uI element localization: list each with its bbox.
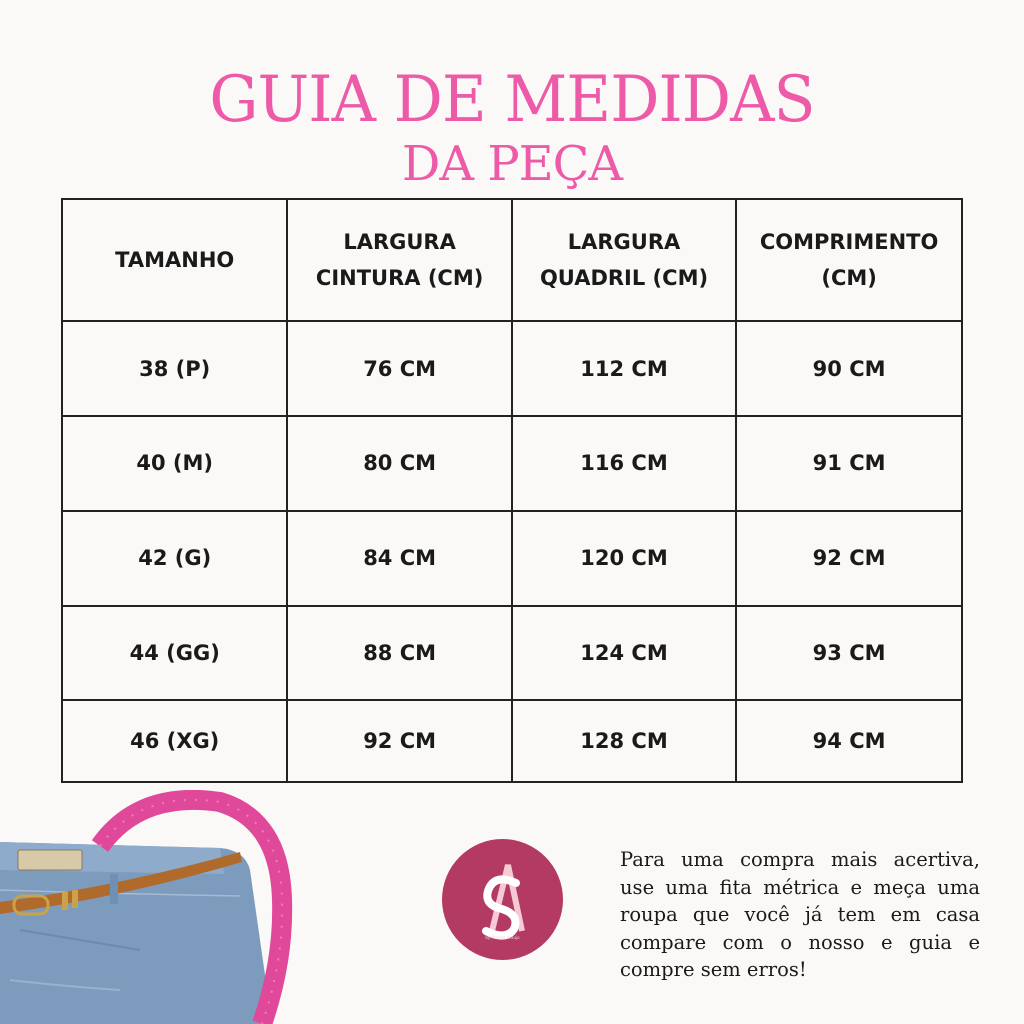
header-waist (287, 199, 511, 321)
cell-hip: 124 CM (512, 606, 736, 701)
header-size-label: TAMANHO (115, 248, 235, 273)
header-hip-line-1: LARGURA (567, 230, 681, 255)
cell-waist: 88 CM (287, 606, 511, 701)
tip-line: roupa que você já tem em casa (620, 903, 980, 926)
tip-line: compre sem erros! (620, 958, 807, 981)
cell-hip: 128 CM (512, 700, 736, 782)
size-guide-table (61, 198, 963, 783)
cell-size: 46 (XG) (62, 700, 287, 782)
title-line-1: GUIA DE MEDIDAS (209, 63, 815, 137)
tip-line: Para uma compra mais acertiva, (620, 848, 980, 871)
logo-monogram-icon (442, 839, 563, 960)
cell-hip: 116 CM (512, 416, 736, 511)
logo-caption: by Alanna Araujo (485, 935, 520, 940)
jeans-label (18, 850, 82, 870)
cell-hip: 112 CM (512, 321, 736, 416)
header-hip-line-2: QUADRIL (CM) (539, 266, 709, 291)
table-row (62, 700, 962, 782)
cell-length: 91 CM (736, 416, 962, 511)
cell-waist: 80 CM (287, 416, 511, 511)
cell-length: 93 CM (736, 606, 962, 701)
header-hip (512, 199, 736, 321)
table-row (62, 606, 962, 701)
cell-hip: 120 CM (512, 511, 736, 606)
cell-size: 40 (M) (62, 416, 287, 511)
page-title (0, 62, 1024, 190)
cell-size: 38 (P) (62, 321, 287, 416)
header-length-line-2: (CM) (821, 266, 877, 291)
header-size (62, 199, 287, 321)
cell-waist: 76 CM (287, 321, 511, 416)
header-length-line-1: COMPRIMENTO (759, 230, 939, 255)
table-row (62, 416, 962, 511)
title-line-2: DA PEÇA (401, 136, 623, 192)
table-row (62, 511, 962, 606)
cell-length: 92 CM (736, 511, 962, 606)
table-header-row (62, 199, 962, 321)
cell-waist: 92 CM (287, 700, 511, 782)
jeans-measuring-tape-illustration (0, 790, 300, 1024)
cell-waist: 84 CM (287, 511, 511, 606)
cell-length: 90 CM (736, 321, 962, 416)
header-length (736, 199, 962, 321)
measuring-tip (620, 846, 980, 984)
tip-line: compare com o nosso e guia e (620, 930, 980, 954)
header-waist-line-2: CINTURA (CM) (315, 266, 484, 291)
cell-length: 94 CM (736, 700, 962, 782)
brand-logo (442, 839, 563, 960)
tip-line: use uma fita métrica e meça uma (620, 875, 980, 899)
cell-size: 42 (G) (62, 511, 287, 606)
cell-size: 44 (GG) (62, 606, 287, 701)
header-waist-line-1: LARGURA (343, 230, 456, 255)
table-row (62, 321, 962, 416)
